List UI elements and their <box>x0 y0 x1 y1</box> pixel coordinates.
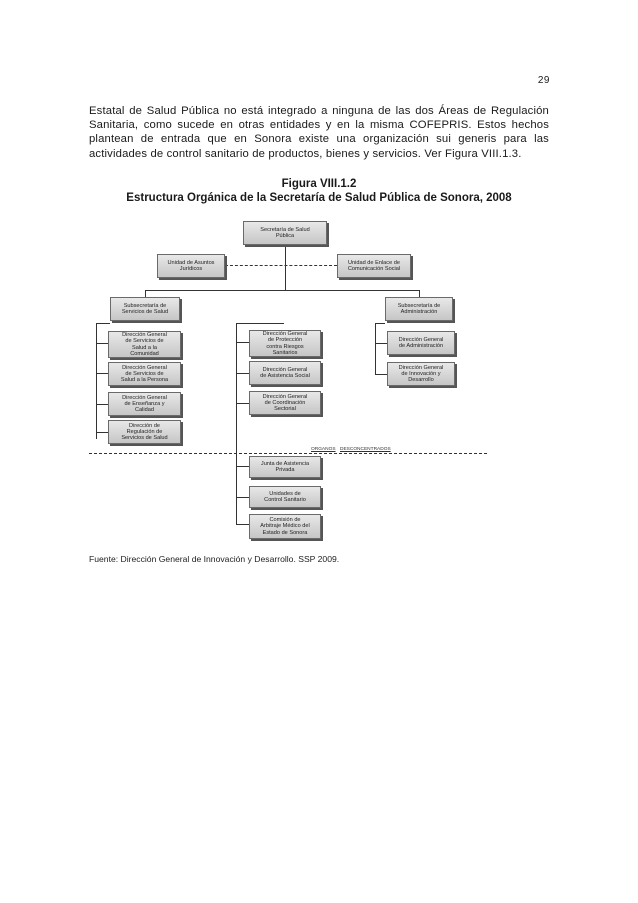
org-box-secretaria <box>243 221 327 245</box>
org-box-direccion <box>108 331 181 358</box>
connector-line <box>236 342 249 343</box>
paragraph-line: plantean de entrada que en Sonora existe una organización sui generis para las <box>89 133 549 146</box>
org-box-direccion <box>108 420 181 444</box>
org-box-label: Dirección General de Protección contra Riesgos Sanitarios <box>262 330 308 356</box>
org-box-direccion <box>108 392 181 416</box>
org-box-label: Comisión de Arbitraje Médico del Estado de Sonora <box>260 517 310 536</box>
connector-line <box>375 374 387 375</box>
connector-line <box>236 497 249 498</box>
connector-line <box>236 466 249 467</box>
org-box-label: Dirección General de Asistencia Social <box>260 366 310 379</box>
connector-line <box>96 323 97 439</box>
connector-line <box>236 403 249 404</box>
org-box-label: Dirección General de Administración <box>398 336 444 349</box>
dashed-connector <box>225 265 337 266</box>
org-box-label: Dirección General de Enseñanza y Calidad <box>122 394 167 414</box>
org-box-direccion <box>249 391 321 415</box>
org-box-direccion <box>387 362 455 386</box>
connector-line <box>375 343 387 344</box>
org-box-desconcentrado <box>249 486 321 508</box>
org-box-label: Unidad de Asuntos Jurídicos <box>167 259 215 272</box>
org-box-label: Dirección General de Coordinación Sectorial <box>262 393 308 413</box>
org-box-label: Unidades de Control Sanitario <box>264 490 306 503</box>
org-box-label: Secretaría de Salud Pública <box>260 226 310 239</box>
connector-line <box>96 323 110 324</box>
paragraph-line: Estatal de Salud Pública no está integrado a ninguna de las dos Áreas de Regulación <box>89 105 549 117</box>
org-box-label: Dirección General de Innovación y Desarrollo <box>398 364 444 384</box>
connector-line <box>236 373 249 374</box>
org-box-label: Dirección General de Servicios de Salud a la Persona <box>120 364 169 384</box>
org-box-direccion <box>249 361 321 385</box>
dashed-divider <box>89 453 487 454</box>
paragraph-line: Sanitaria, como sucede en otras entidades y en la misma COFEPRIS. Estos hechos <box>89 119 549 132</box>
connector-line <box>96 373 108 374</box>
connector-line <box>96 432 108 433</box>
connector-line <box>285 245 286 291</box>
org-box-direccion <box>108 362 181 386</box>
legend-desconcentrados: DESCONCENTRADOS <box>340 447 391 452</box>
connector-line <box>375 323 376 375</box>
legend-organos: ORGANOS <box>311 447 336 452</box>
connector-line <box>375 323 385 324</box>
org-box-direccion <box>387 331 455 355</box>
connector-line <box>96 343 108 344</box>
paragraph-line: actividades de control sanitario de productos, bienes y servicios. Ver Figura VIII.1.3. <box>89 147 522 160</box>
connector-line <box>236 524 249 525</box>
org-box-desconcentrado <box>249 456 321 478</box>
connector-line <box>96 404 108 405</box>
org-box-label: Junta de Asistencia Privada <box>260 460 310 473</box>
org-box-label: Unidad de Enlace de Comunicación Social <box>347 259 401 272</box>
org-box-label: Dirección General de Servicios de Salud a la Comunidad <box>122 331 167 357</box>
org-box-desconcentrado <box>249 514 321 539</box>
org-box-subsecretaria-administracion <box>385 297 453 321</box>
org-box-asuntos-juridicos <box>157 254 225 278</box>
figure-source: Fuente: Dirección General de Innovación y Desarrollo. SSP 2009. <box>89 554 340 564</box>
org-box-direccion <box>249 330 321 357</box>
org-box-label: Subsecretaría de Administración <box>397 302 441 315</box>
connector-line <box>236 323 237 524</box>
org-box-comunicacion-social <box>337 254 411 278</box>
org-box-label: Dirección de Regulación de Servicios de Salud <box>121 422 168 442</box>
connector-line <box>145 290 420 291</box>
figure-label: Figura VIII.1.2 <box>281 178 357 190</box>
org-box-label: Subsecretaría de Servicios de Salud <box>121 302 169 315</box>
connector-line <box>236 323 284 324</box>
figure-title: Estructura Orgánica de la Secretaría de Salud Pública de Sonora, 2008 <box>126 192 512 204</box>
page-number: 29 <box>537 75 550 86</box>
org-box-subsecretaria-servicios <box>110 297 180 321</box>
